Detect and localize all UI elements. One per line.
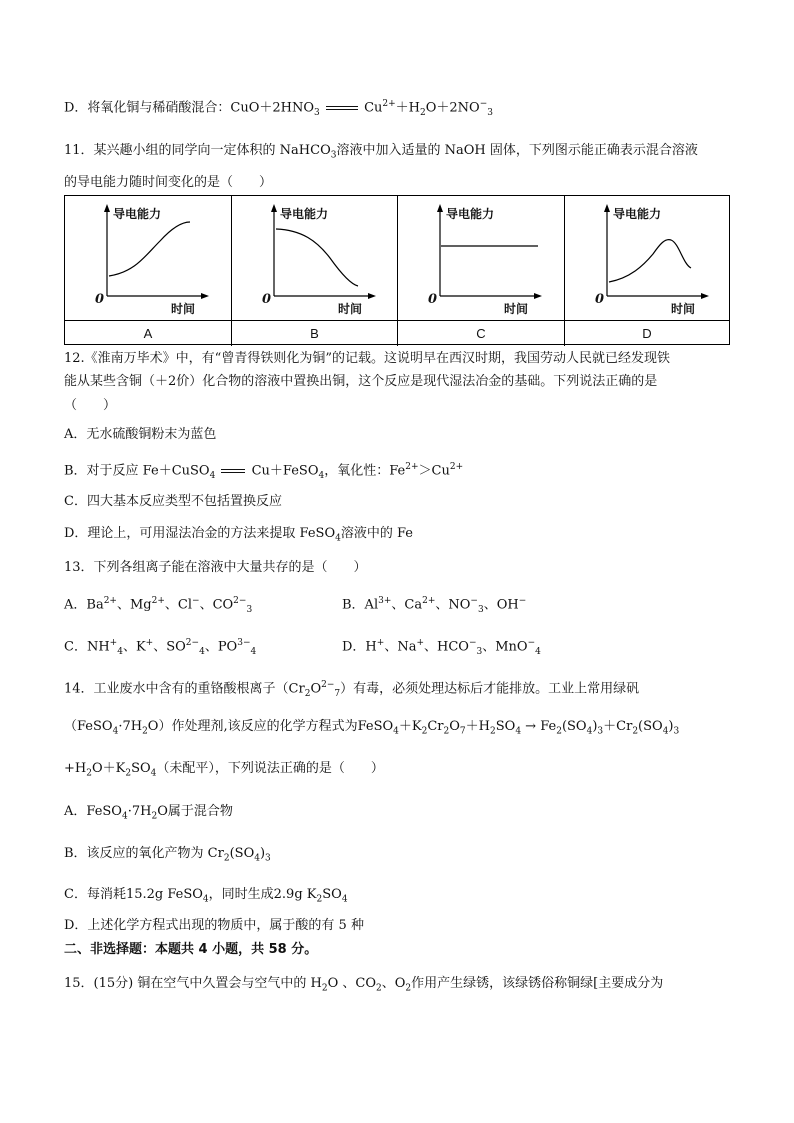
- graph-b-origin: 0: [262, 292, 272, 307]
- q13-option-d: D．H+、Na+、$HCO^-_3$、MnO−$_4$: [342, 638, 541, 657]
- q12-stem-line1: 12.《淮南万毕术》中，有“曾青得铁则化为铜”的记载。这说明早在西汉时期，我国劳动人民就已经发现铁: [64, 351, 670, 366]
- q15-stem-line1: 15．(15分) 铜在空气中久置会与空气中的 $H_2O$ 、$CO_2$、$O_2$作用产生绿锈，该绿锈俗称铜绿[主要成分为: [64, 976, 664, 994]
- graph-a-xlabel: 时间: [171, 302, 196, 316]
- graph-c-label: C: [398, 321, 565, 346]
- q12-option-b: B．对于反应 Fe＋CuSO$_4$ Cu＋FeSO$_4$，氧化性：$Fe^{2+}>Cu^{2+}$: [64, 462, 464, 481]
- q13-stem: 13．下列各组离子能在溶液中大量共存的是（ ）: [64, 560, 367, 575]
- graph-a-origin: 0: [95, 292, 105, 307]
- graph-d-origin: 0: [595, 292, 605, 307]
- graph-c-origin: 0: [428, 292, 438, 307]
- q13-option-a: A．$Ba^{2+}$、$Mg^{2+}$、Cl−、$CO^{2-}_3$: [64, 596, 253, 615]
- q12-stem-line2: 能从某些含铜（＋2价）化合物的溶液中置换出铜，这个反应是现代湿法冶金的基础。下列说法正确的是: [64, 374, 658, 389]
- graph-a: [65, 196, 232, 320]
- q11-stem-line1: 11．某兴趣小组的同学向一定体积的 NaHCO$_3$溶液中加入适量的 NaOH 固体，下列图示能正确表示混合溶液: [64, 143, 698, 161]
- graph-c: [398, 196, 565, 320]
- q14-option-a: A．$FeSO_4\cdot 7H_2O$属于混合物: [64, 804, 233, 822]
- graph-label-row: [65, 320, 729, 346]
- q11-graph-table: [64, 195, 730, 345]
- q14-option-d: D．上述化学方程式出现的物质中，属于酸的有 5 种: [64, 918, 364, 933]
- q12-option-a: A．无水硫酸铜粉末为蓝色: [64, 427, 217, 442]
- q14-option-c: C．每消耗15.2g FeSO$_4$，同时生成2.9g $K_2SO_4$: [64, 887, 348, 905]
- q10-option-d: D．将氧化铜与稀硝酸混合：$CuO+2HNO_3$ $Cu^{2+}+H_2O+2NO^-_3$: [64, 99, 493, 118]
- graph-b: [232, 196, 398, 320]
- graph-d-label: D: [642, 326, 652, 341]
- q14-stem-line3: $+H_2O+K_2SO_4$（未配平），下列说法正确的是（ ）: [64, 761, 384, 779]
- q12-option-c: C．四大基本反应类型不包括置换反应: [64, 494, 282, 509]
- graph-d: [565, 196, 729, 320]
- graph-c-xlabel: 时间: [504, 302, 529, 316]
- graph-a-ylabel: 导电能力: [113, 207, 162, 221]
- q14-stem-line1: 14．工业废水中含有的重铬酸根离子$(Cr_2O^{2-}_7)$有毒，必须处理达标后才能排放。工业上常用绿矾: [64, 680, 640, 699]
- graph-c-ylabel: 导电能力: [446, 207, 495, 221]
- graph-d-xlabel: 时间: [671, 302, 696, 316]
- q14-option-b: B．该反应的氧化产物为 $Cr_2(SO_4)_3$: [64, 846, 271, 864]
- graph-b-ylabel: 导电能力: [280, 207, 329, 221]
- graph-b-xlabel: 时间: [338, 302, 363, 316]
- graph-b-label: B: [232, 321, 398, 346]
- q12-option-d: D．理论上，可用湿法冶金的方法来提取 FeSO$_4$溶液中的 Fe: [64, 526, 413, 544]
- q13-option-c: C．$NH^+_4$、K+、$SO^{2-}_4$、$PO^{3-}_4$: [64, 638, 257, 657]
- section-heading: 二、非选择题：本题共 4 小题，共 58 分。: [64, 942, 318, 957]
- q12-stem-line3: （ ）: [64, 398, 117, 413]
- q11-stem-line2: 的导电能力随时间变化的是（ ）: [64, 175, 273, 190]
- graph-a-label: A: [65, 321, 232, 346]
- q14-stem-line2: $(FeSO_4\cdot 7H_2O)$作处理剂,该反应的化学方程式为$FeSO_4+K_2Cr_2O_7+H_2SO_4 \to Fe_2(SO_4)_3+Cr_2(SO_4)_3$: [64, 719, 680, 737]
- q13-option-b: B．$Al^{3+}$、$Ca^{2+}$、$NO^-_3$、OH−: [342, 596, 527, 615]
- graph-d-ylabel: 导电能力: [613, 207, 662, 221]
